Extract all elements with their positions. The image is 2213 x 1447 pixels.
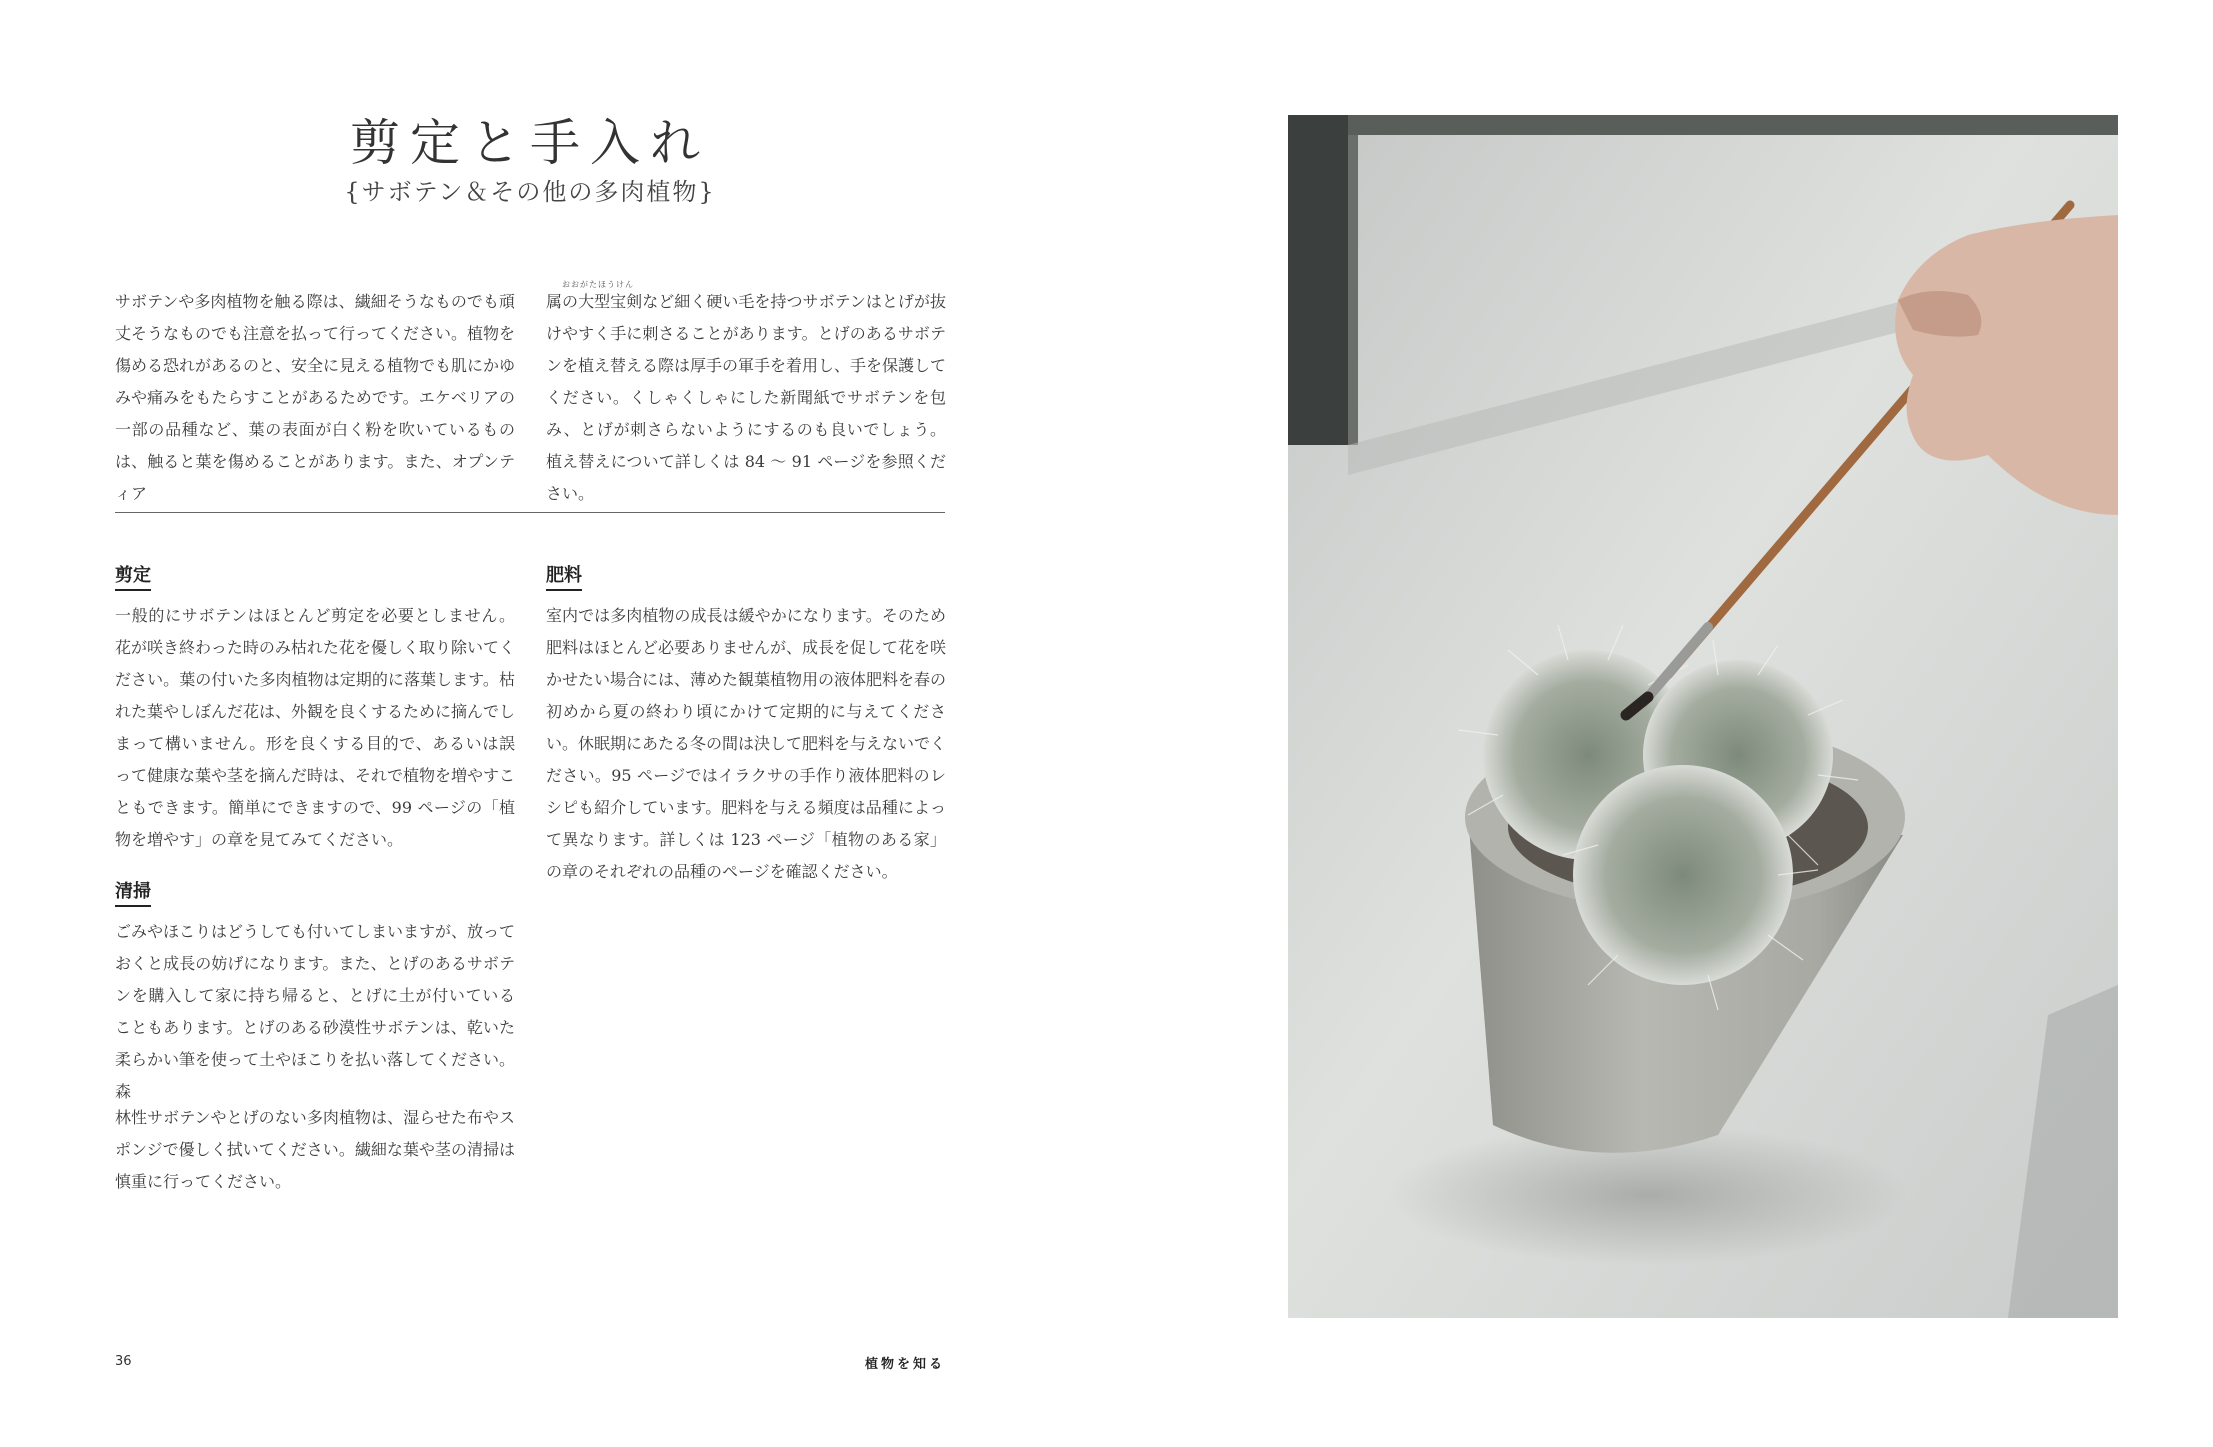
heading-fertilizer: 肥料 xyxy=(546,564,582,591)
page-number: 36 xyxy=(115,1354,132,1369)
heading-cleaning: 清掃 xyxy=(115,880,151,907)
intro-column-left: サボテンや多肉植物を触る際は、繊細そうなものでも頑丈そうなものでも注意を払って行ってください。植物を傷める恐れがあるのと、安全に見える植物でも肌にかゆみや痛みをもたらすことがあるためです。エケベリアの一部の品種など、葉の表面が白く粉を吹いているものは、触ると葉を傷めることがあります。また、オプンティア xyxy=(115,292,516,503)
section-divider xyxy=(115,512,945,513)
body-fertilizer: 室内では多肉植物の成長は緩やかになります。そのため肥料はほとんど必要ありませんが、成長を促して花を咲かせたい場合には、薄めた観葉植物用の液体肥料を春の初めから夏の終わり頃にかけて定期的に与えてください。休眠期にあたる冬の間は決して肥料を与えないでください。95 ページではイラクサの手作り液体肥料のレシピも紹介しています。肥料を与える頻度は品種によって異なります。詳しくは 123 ページ「植物のある家」の章のそれぞれの品種のページを確認ください。 xyxy=(546,606,947,881)
page-title: 剪定と手入れ xyxy=(350,114,710,172)
heading-pruning: 剪定 xyxy=(115,564,151,591)
page-subtitle: {サボテン＆その他の多肉植物} xyxy=(344,178,716,206)
ruby-annotation: おおがたほうけん xyxy=(562,280,634,289)
body-cleaning-part1: ごみやほこりはどうしても付いてしまいますが、放っておくと成長の妨げになります。また、とげのあるサボテンを購入して家に持ち帰ると、とげに土が付いていることもあります。とげのある砂漠性サボテンは、乾いた柔らかい筆を使って土やほこりを払い落してください。森 xyxy=(115,922,516,1101)
running-head: 植物を知る xyxy=(864,1357,945,1372)
body-cleaning-part2: 林性サボテンやとげのない多肉植物は、湿らせた布やスポンジで優しく拭いてください。繊細な葉や茎の清掃は慎重に行ってください。 xyxy=(115,1108,515,1191)
body-pruning: 一般的にサボテンはほとんど剪定を必要としません。花が咲き終わった時のみ枯れた花を優しく取り除いてください。葉の付いた多肉植物は定期的に落葉します。枯れた葉やしぼんだ花は、外観を良くするために摘んでしまって構いません。形を良くする目的で、あるいは誤って健康な葉や茎を摘んだ時は、それで植物を増やすこともできます。簡単にできますので、99 ページの「植物を増やす」の章を見てみてください。 xyxy=(115,606,516,849)
photo-illustration xyxy=(1288,115,2118,1318)
intro-column-right: 属の大型宝剣など細く硬い毛を持つサボテンはとげが抜けやすく手に刺さることがあります。とげのあるサボテンを植え替える際は厚手の軍手を着用し、手を保護してください。くしゃくしゃにした新聞紙でサボテンを包み、とげが刺さらないようにするのも良いでしょう。植え替えについて詳しくは 84 〜 91 ページを参照ください。 xyxy=(546,292,947,503)
photo-cactus-in-concrete-pot xyxy=(1288,115,2118,1318)
